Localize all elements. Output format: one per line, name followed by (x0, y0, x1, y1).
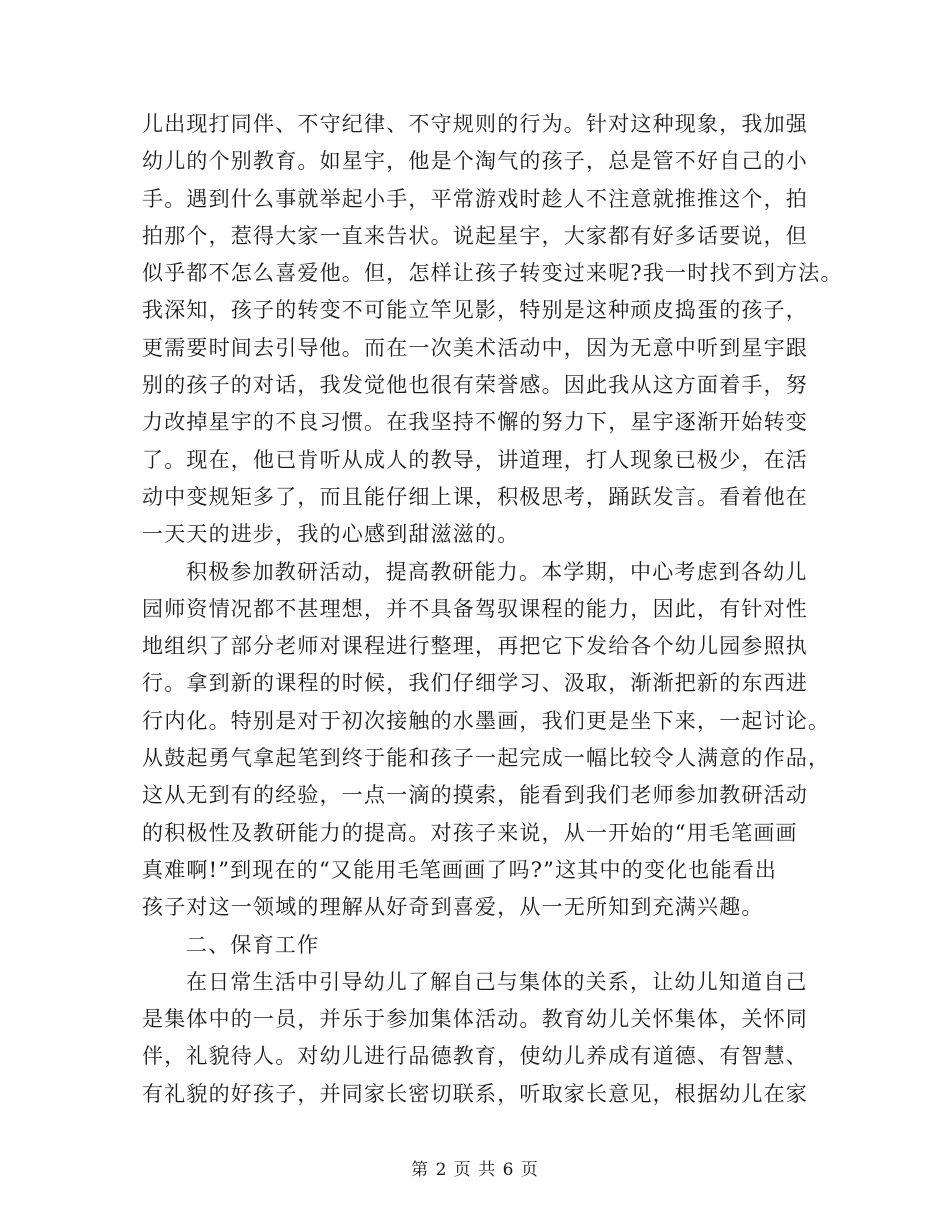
paragraph-line: 行内化。特别是对于初次接触的水墨画，我们更是坐下来，一起讨论。 (142, 708, 831, 733)
body-text (142, 106, 842, 1113)
paragraph-line: 动中变规矩多了，而且能仔细上课，积极思考，踊跃发言。看着他在 (142, 484, 808, 509)
paragraph-line: 行。拿到新的课程的时候，我们仔细学习、汲取，渐渐把新的东西进 (142, 671, 808, 696)
page-number-footer: 第 2 页 共 6 页 (411, 1160, 539, 1180)
paragraph-line: 积极参加教研活动，提高教研能力。本学期，中心考虑到各幼儿 (186, 559, 808, 584)
paragraph-line: 园师资情况都不甚理想，并不具备驾驭课程的能力，因此，有针对性 (142, 596, 808, 621)
paragraph-line: 了。现在，他已肯听从成人的教导，讲道理，打人现象已极少，在活 (142, 447, 808, 472)
section-heading: 二、保育工作 (186, 932, 320, 957)
paragraph-line: 在日常生活中引导幼儿了解自己与集体的关系，让幼儿知道自己 (186, 969, 808, 994)
paragraph-line: 一天天的进步，我的心感到甜滋滋的。 (142, 522, 520, 547)
paragraph-line: 是集体中的一员，并乐于参加集体活动。教育幼儿关怀集体，关怀同 (142, 1007, 808, 1032)
paragraph-line: 手。遇到什么事就举起小手，平常游戏时趁人不注意就推推这个，拍 (142, 186, 808, 211)
paragraph-line: 真难啊!”到现在的“又能用毛笔画画了吗?”这其中的变化也能看出 (142, 857, 778, 882)
paragraph-line: 似乎都不怎么喜爱他。但，怎样让孩子转变过来呢?我一时找不到方法。 (142, 261, 843, 286)
paragraph-line: 幼儿的个别教育。如星宇，他是个淘气的孩子，总是管不好自己的小 (142, 149, 808, 174)
paragraph-line: 从鼓起勇气拿起笔到终于能和孩子一起完成一幅比较令人满意的作品， (142, 746, 831, 771)
paragraph-line: 别的孩子的对话，我发觉他也很有荣誉感。因此我从这方面着手，努 (142, 373, 808, 398)
paragraph-line: 这从无到有的经验，一点一滴的摸索，能看到我们老师参加教研活动 (142, 783, 808, 808)
paragraph-line: 地组织了部分老师对课程进行整理，再把它下发给各个幼儿园参照执 (142, 634, 808, 659)
paragraph-line: 儿出现打同伴、不守纪律、不守规则的行为。针对这种现象，我加强 (142, 112, 808, 136)
paragraph-line: 的积极性及教研能力的提高。对孩子来说，从一开始的“用毛笔画画 (142, 820, 798, 845)
paragraph-line: 更需要时间去引导他。而在一次美术活动中，因为无意中听到星宇跟 (142, 335, 808, 360)
paragraph-line: 我深知，孩子的转变不可能立竿见影，特别是这种顽皮捣蛋的孩子， (142, 298, 808, 323)
paragraph-line: 有礼貌的好孩子，并同家长密切联系，听取家长意见，根据幼儿在家 (142, 1081, 808, 1106)
paragraph-line: 孩子对这一领域的理解从好奇到喜爱，从一无所知到充满兴趣。 (142, 895, 764, 920)
paragraph-line: 力改掉星宇的不良习惯。在我坚持不懈的努力下，星宇逐渐开始转变 (142, 410, 808, 435)
paragraph-line: 伴，礼貌待人。对幼儿进行品德教育，使幼儿养成有道德、有智慧、 (142, 1044, 808, 1069)
paragraph-line: 拍那个，惹得大家一直来告状。说起星宇，大家都有好多话要说，但 (142, 223, 808, 248)
